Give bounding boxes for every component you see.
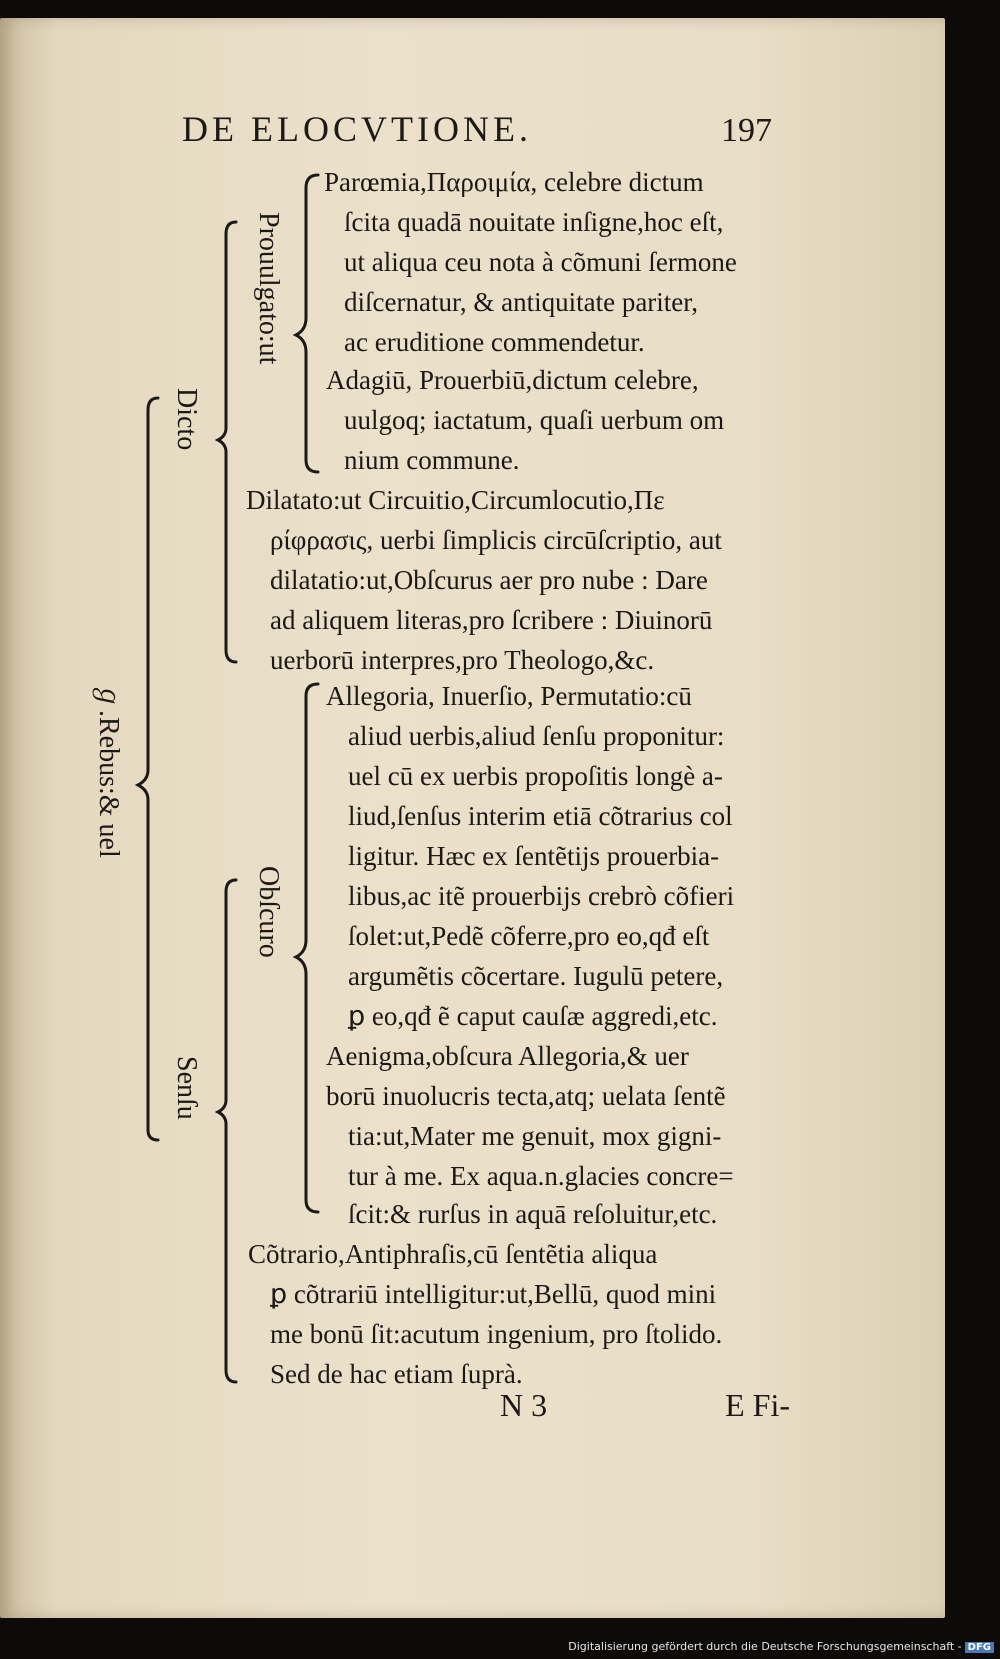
text-line-12: ad aliquem literas,pro ſcribere : Diuinorū [270,605,713,635]
watermark-text: Digitalisierung gefördert durch die Deutsche Forschungsgemeinschaft - [568,1640,962,1653]
label-sensu: Senſu [171,1056,202,1120]
text-line-18: ligitur. Hæc ex ſentẽtijs prouerbia- [348,841,720,871]
text-line-22: ꝑ eo,qđ ẽ caput cauſæ aggredi,etc. [348,1001,718,1031]
text-line-29: ꝑ cõtrariū intelligitur:ut,Bellū, quod mini [270,1279,717,1309]
text-line-26: tur à me. Ex aqua.n.glacies concre= [348,1161,734,1191]
text-line-28: Cõtrario,Antiphraſis,cū ſentẽtia aliqua [248,1239,658,1269]
text-line-5: ac eruditione commendetur. [344,327,645,357]
text-line-3: ut aliqua ceu nota à cõmuni ſermone [344,247,737,277]
text-line-25: tia:ut,Mater me genuit, mox gigni- [348,1121,722,1151]
text-line-11: dilatatio:ut,Obſcurus aer pro nube : Dare [270,565,708,595]
text-line-19: libus,ac itẽ prouerbijs crebrò cõfieri [348,881,735,911]
text-line-1: Parœmia,Παροιμία, celebre dictum [324,167,704,197]
dfg-logo: DFG [965,1642,994,1653]
text-line-14: Allegoria, Inuerſio, Permutatio:cū [326,681,692,711]
running-title: DE ELOCVTIONE. [182,109,532,149]
page-number: 197 [721,112,772,149]
label-obscuro: Obſcuro [253,866,284,958]
signature-mark: N 3 [500,1387,548,1423]
page-footer [500,1387,790,1427]
label-rebus: ℊ.Rebus:& uel [93,682,124,858]
text-line-13: uerborū interpres,pro Theologo,&c. [270,645,655,675]
text-line-30: me bonū ſit:acutum ingenium, pro ſtolido. [270,1319,723,1349]
catchword: E Fi- [725,1387,790,1423]
text-line-21: argumẽtis cõcertare. Iugulū petere, [348,961,724,991]
text-line-2: ſcita quadā nouitate inſigne,hoc eſt, [344,207,724,237]
label-dicto: Dicto [171,388,202,451]
funding-watermark [568,1640,994,1653]
text-line-16: uel cū ex uerbis propoſitis longè a- [348,761,723,791]
text-line-24: borū inuolucris tecta,atq; uelata ſentẽ [326,1081,726,1111]
text-line-15: aliud uerbis,aliud ſenſu proponitur: [348,721,725,751]
text-line-9: Dilatato:ut Circuitio,Circumlocutio,Πε [246,485,665,515]
text-line-6: Adagiū, Prouerbiū,dictum celebre, [326,365,699,395]
text-line-10: ρίφρασις, uerbi ſimplicis circūſcriptio, aut [270,525,722,555]
text-line-31: Sed de hac etiam ſuprà. [270,1359,523,1389]
text-line-17: liud,ſenſus interim etiā cõtrarius col [348,801,733,831]
text-line-23: Aenigma,obſcura Allegoria,& uer [326,1041,689,1071]
text-line-27: ſcit:& rurſus in aquā reſoluitur,etc. [348,1199,718,1229]
text-line-8: nium commune. [344,445,520,475]
label-prouulgato: Prouulgato:ut [253,212,284,365]
text-line-4: diſcernatur, & antiquitate pariter, [344,287,698,317]
text-line-20: ſolet:ut,Pedẽ cõferre,pro eo,qđ eſt [348,921,710,951]
text-line-7: uulgoq; iactatum, quaſi uerbum om [344,405,725,435]
